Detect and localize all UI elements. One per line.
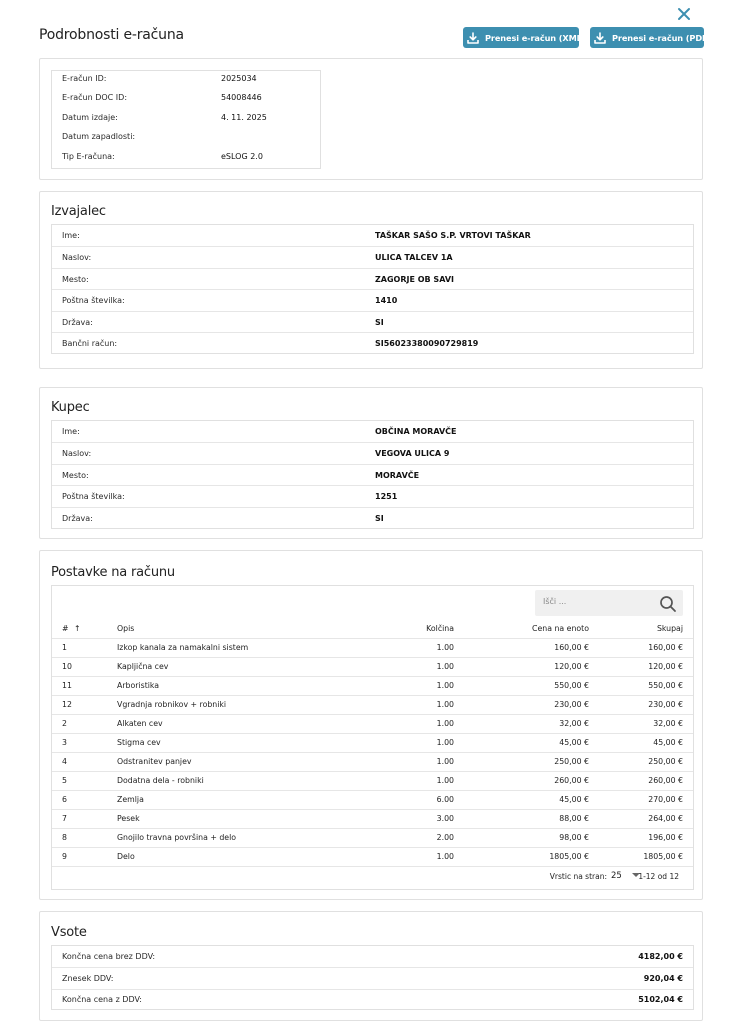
cell-opis: Odstranitev panjev (117, 757, 192, 766)
row-value: MORAVČE (375, 471, 420, 480)
cell-opis: Delo (117, 852, 135, 861)
row-value: TAŠKAR SAŠO S.P. VRTOVI TAŠKAR (375, 231, 531, 240)
cell-num: 3 (62, 738, 67, 747)
row-value: 1410 (375, 296, 398, 305)
totals-value: 920,04 € (643, 974, 683, 983)
cell-cena: 45,00 € (559, 738, 589, 747)
cell-opis: Vgradnja robnikov + robniki (117, 700, 227, 709)
cell-kolicina: 1.00 (436, 643, 454, 652)
kupec-row (52, 421, 693, 442)
totals-value: 4182,00 € (638, 952, 683, 961)
row-divider (52, 847, 693, 848)
cell-skupaj: 550,00 € (648, 681, 683, 690)
meta-row-doc-id (52, 88, 320, 107)
row-divider (52, 790, 693, 791)
col-header-cena[interactable]: Cena na enoto (532, 624, 589, 633)
cell-skupaj: 32,00 € (653, 719, 683, 728)
totals-label: Končna cena z DDV: (62, 995, 142, 1004)
cell-kolicina: 2.00 (436, 833, 454, 842)
cell-opis: Zemlja (117, 795, 144, 804)
cell-opis: Gnojilo travna površina + delo (117, 833, 237, 842)
cell-cena: 550,00 € (554, 681, 589, 690)
row-value: SI56023380090729819 (375, 339, 479, 348)
col-header-skupaj[interactable]: Skupaj (656, 624, 683, 633)
totals-card (39, 911, 703, 1021)
items-table (51, 585, 694, 890)
cell-cena: 32,00 € (559, 719, 589, 728)
totals-title: Vsote (51, 925, 87, 940)
rows-per-page-select[interactable] (611, 867, 640, 886)
page-title: Podrobnosti e-računa (39, 27, 184, 43)
row-label: Ime: (62, 427, 80, 436)
meta-label: E-račun DOC ID: (62, 93, 128, 102)
row-value: OBČINA MORAVČE (375, 427, 457, 436)
row-label: Poštna številka: (62, 296, 125, 305)
download-icon (467, 32, 479, 44)
row-value: ZAGORJE OB SAVI (375, 275, 455, 284)
meta-label: Datum zapadlosti: (62, 132, 136, 141)
totals-row (52, 968, 693, 989)
row-label: Naslov: (62, 449, 92, 458)
totals-row (52, 946, 693, 967)
cell-opis: Izkop kanala za namakalni sistem (117, 643, 249, 652)
cell-cena: 45,00 € (559, 795, 589, 804)
izvajalec-table (51, 224, 694, 354)
izvajalec-row (52, 290, 693, 311)
totals-label: Znesek DDV: (62, 974, 114, 983)
cell-cena: 1805,00 € (549, 852, 589, 861)
cell-num: 6 (62, 795, 67, 804)
cell-skupaj: 260,00 € (648, 776, 683, 785)
meta-value: 4. 11. 2025 (221, 113, 267, 122)
cell-skupaj: 1805,00 € (643, 852, 683, 861)
meta-row-id (52, 69, 320, 88)
kupec-row (52, 465, 693, 486)
invoice-meta-card (39, 58, 703, 180)
izvajalec-row (52, 312, 693, 333)
cell-skupaj: 196,00 € (648, 833, 683, 842)
search-icon[interactable] (659, 595, 677, 613)
cell-kolicina: 1.00 (436, 662, 454, 671)
col-header-num[interactable] (62, 619, 81, 638)
row-value: ULICA TALCEV 1A (375, 253, 453, 262)
row-value: SI (375, 514, 384, 523)
meta-label: E-račun ID: (62, 74, 107, 83)
totals-table (51, 945, 694, 1010)
row-label: Poštna številka: (62, 492, 125, 501)
row-label: Država: (62, 514, 93, 523)
row-label: Mesto: (62, 275, 89, 284)
cell-opis: Kapljična cev (117, 662, 169, 671)
cell-num: 4 (62, 757, 67, 766)
col-header-opis[interactable]: Opis (117, 624, 135, 633)
download-icon (594, 32, 606, 44)
row-value: VEGOVA ULICA 9 (375, 449, 450, 458)
cell-opis: Alkaten cev (117, 719, 163, 728)
items-card (39, 550, 703, 900)
cell-cena: 250,00 € (554, 757, 589, 766)
row-label: Naslov: (62, 253, 92, 262)
izvajalec-row (52, 225, 693, 246)
cell-num: 11 (62, 681, 72, 690)
cell-kolicina: 1.00 (436, 852, 454, 861)
kupec-row (52, 443, 693, 464)
kupec-title: Kupec (51, 400, 90, 415)
cell-cena: 120,00 € (554, 662, 589, 671)
download-pdf-label: Prenesi e-račun (PDF) (612, 32, 712, 43)
sort-arrow-icon: ↑ (74, 624, 81, 633)
close-icon (677, 7, 691, 21)
cell-num: 9 (62, 852, 67, 861)
kupec-row (52, 508, 693, 529)
kupec-table (51, 420, 694, 529)
cell-skupaj: 160,00 € (648, 643, 683, 652)
cell-cena: 260,00 € (554, 776, 589, 785)
cell-opis: Arboristika (117, 681, 160, 690)
totals-row (52, 989, 693, 1010)
cell-kolicina: 1.00 (436, 681, 454, 690)
cell-kolicina: 1.00 (436, 738, 454, 747)
cell-num: 8 (62, 833, 67, 842)
cell-skupaj: 120,00 € (648, 662, 683, 671)
izvajalec-row (52, 269, 693, 290)
cell-num: 10 (62, 662, 72, 671)
cell-num: 5 (62, 776, 67, 785)
meta-row-due-date (52, 127, 320, 146)
meta-label: Tip E-računa: (62, 152, 115, 161)
download-xml-label: Prenesi e-račun (XML) (485, 32, 586, 43)
row-divider (52, 809, 693, 810)
izvajalec-card (39, 191, 703, 369)
cell-skupaj: 250,00 € (648, 757, 683, 766)
kupec-row (52, 486, 693, 507)
cell-num: 2 (62, 719, 67, 728)
col-header-num-label: # (62, 624, 69, 633)
rows-per-page-value: 25 (611, 871, 622, 881)
close-button[interactable] (677, 6, 693, 22)
search-placeholder: Išči ... (543, 597, 567, 606)
meta-value: 2025034 (221, 74, 257, 83)
cell-num: 1 (62, 643, 67, 652)
cell-kolicina: 1.00 (436, 700, 454, 709)
download-pdf-button[interactable] (590, 27, 712, 48)
meta-label: Datum izdaje: (62, 113, 118, 122)
meta-row-issue-date (52, 108, 320, 127)
cell-skupaj: 230,00 € (648, 700, 683, 709)
cell-cena: 98,00 € (559, 833, 589, 842)
izvajalec-title: Izvajalec (51, 204, 106, 219)
meta-value: 54008446 (221, 93, 262, 102)
cell-cena: 230,00 € (554, 700, 589, 709)
totals-value: 5102,04 € (638, 995, 683, 1004)
cell-kolicina: 6.00 (436, 795, 454, 804)
invoice-meta-table (51, 70, 321, 169)
cell-cena: 88,00 € (559, 814, 589, 823)
col-header-kolicina[interactable]: Kolčina (426, 624, 454, 633)
items-title: Postavke na računu (51, 565, 175, 580)
cell-opis: Pesek (117, 814, 140, 823)
row-label: Mesto: (62, 471, 89, 480)
download-xml-button[interactable] (463, 27, 586, 48)
cell-kolicina: 1.00 (436, 719, 454, 728)
row-value: SI (375, 318, 384, 327)
cell-skupaj: 270,00 € (648, 795, 683, 804)
izvajalec-row (52, 333, 693, 354)
cell-kolicina: 1.00 (436, 757, 454, 766)
kupec-card (39, 387, 703, 539)
cell-skupaj: 45,00 € (653, 738, 683, 747)
cell-opis: Dodatna dela - robniki (117, 776, 204, 785)
cell-kolicina: 1.00 (436, 776, 454, 785)
cell-cena: 160,00 € (554, 643, 589, 652)
totals-label: Končna cena brez DDV: (62, 952, 156, 961)
row-label: Ime: (62, 231, 80, 240)
cell-num: 12 (62, 700, 72, 709)
cell-kolicina: 3.00 (436, 814, 454, 823)
cell-num: 7 (62, 814, 67, 823)
izvajalec-row (52, 247, 693, 268)
meta-value: eSLOG 2.0 (221, 152, 263, 161)
pagination-range: 1-12 od 12 (638, 872, 679, 881)
meta-row-type (52, 147, 320, 166)
cell-opis: Stigma cev (117, 738, 161, 747)
cell-skupaj: 264,00 € (648, 814, 683, 823)
row-value: 1251 (375, 492, 398, 501)
row-label: Država: (62, 318, 93, 327)
row-label: Bančni račun: (62, 339, 118, 348)
search-field[interactable] (535, 590, 683, 616)
rows-per-page-label: Vrstic na stran: (549, 872, 607, 881)
